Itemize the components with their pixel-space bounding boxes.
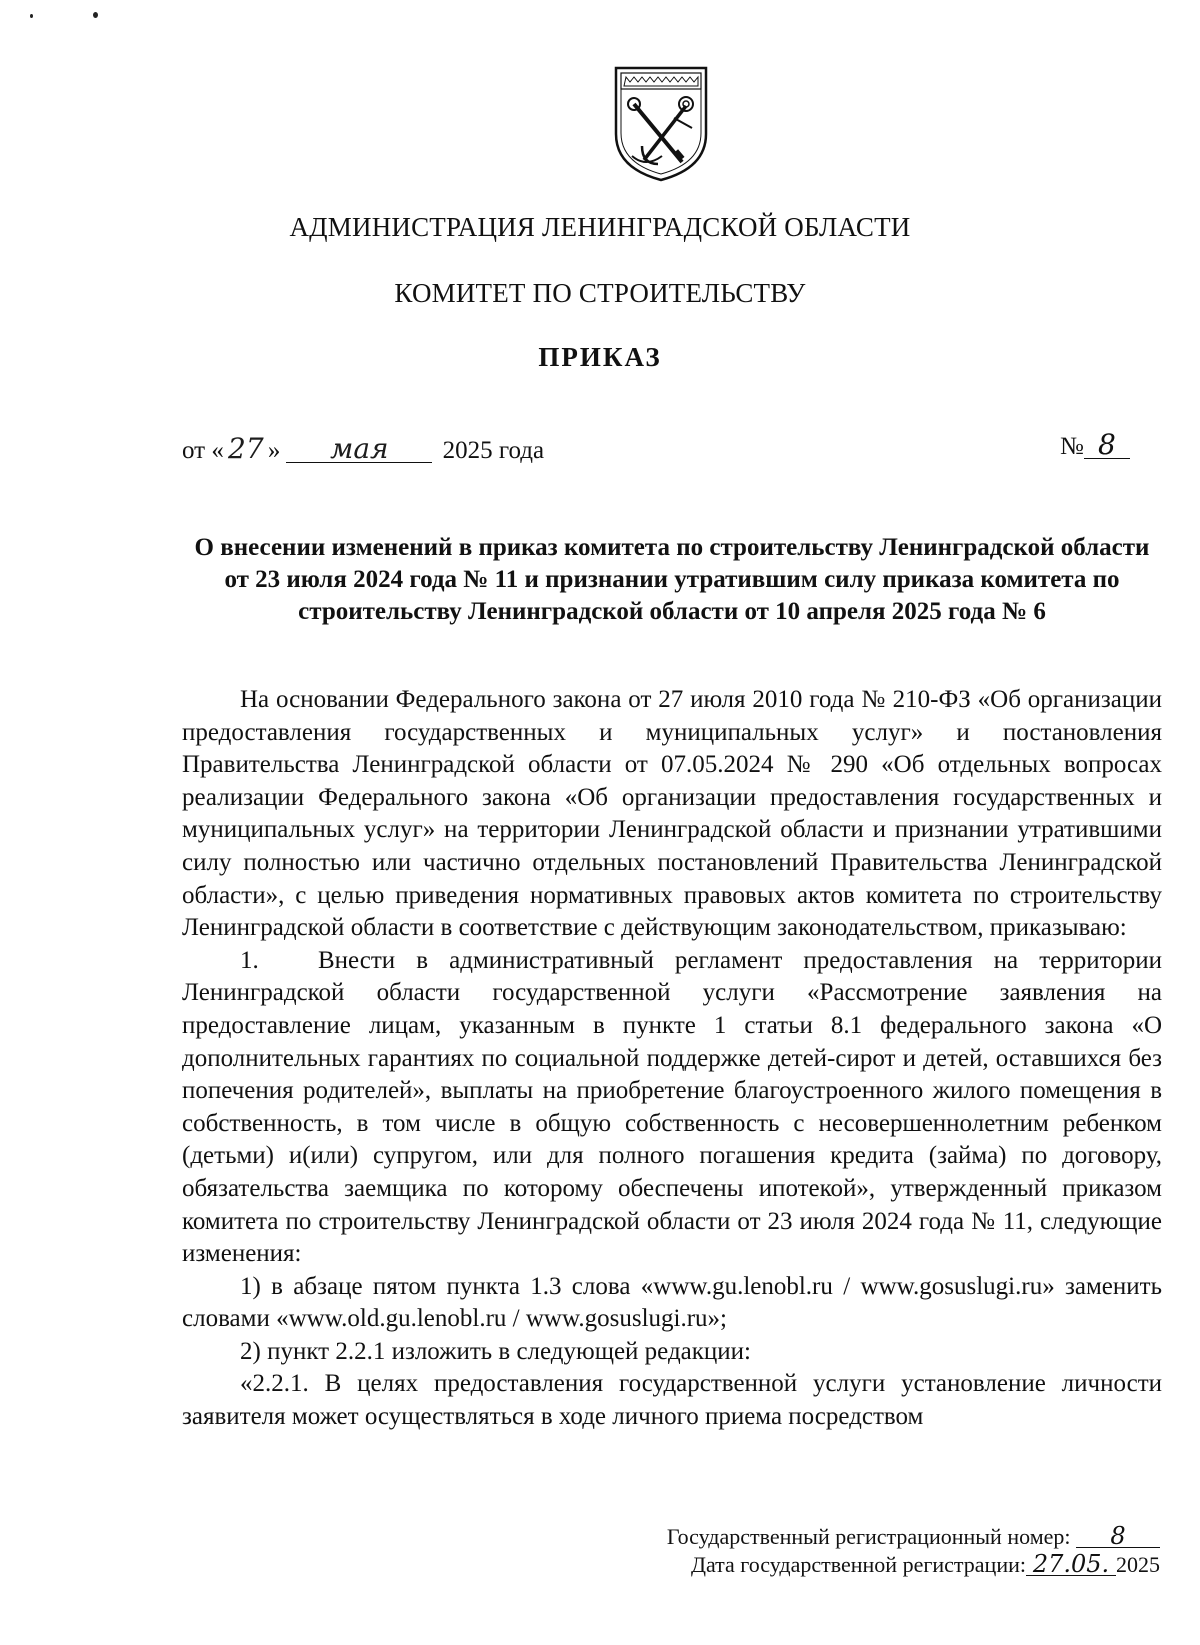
order-body	[182, 684, 1162, 1434]
intro-text: На основании Федерального закона от 27 июля 2010 года № 210-ФЗ «Об организации предоставления государственных и муниципальных услуг» и постановления Правительства Ленинградской области от 07.05.2024 № 290 «Об отдельных вопросах реализации Федерального закона «Об организации предоставления государственных и муниципальных услуг» на территории Ленинградской области и признании утратившими силу полностью или частично отдельных постановлений Правительства Ленинградской области», с целью приведения нормативных правовых актов комитета по строительству Ленинградской области в соответствие с действующим законодательством,	[182, 686, 1162, 942]
registration-date-handwritten: 27.05.	[1026, 1553, 1116, 1576]
registration-date-label: Дата государственной регистрации:	[690, 1552, 1026, 1577]
registration-number-label: Государственный регистрационный номер:	[666, 1524, 1071, 1549]
registration-date-line	[667, 1551, 1160, 1579]
order-subject: О внесении изменений в приказ комитета по строительству Ленинградской области от 23 июля 2024 года № 11 и признании утратившим силу приказа комитета по строительству Ленинградской области от 10 апреля 2025 года № 6	[194, 534, 1150, 625]
date-mid: »	[267, 437, 281, 464]
number-label: №	[1060, 433, 1084, 460]
organization-name: АДМИНИСТРАЦИЯ ЛЕНИНГРАДСКОЙ ОБЛАСТИ	[289, 212, 911, 242]
body-paragraph-sub-2: 2) пункт 2.2.1 изложить в следующей редакции:	[240, 1337, 751, 1365]
registration-block	[667, 1523, 1160, 1579]
leningrad-oblast-coat-of-arms-icon	[612, 64, 710, 184]
registration-date-year: 2025	[1116, 1552, 1160, 1577]
body-paragraph-item-1	[182, 945, 1162, 1271]
order-word: приказываю:	[989, 914, 1127, 942]
body-paragraph-quote: «2.2.1. В целях предоставления государственной услуги установление личности заявителя может осуществляться в ходе личного приема посредством	[182, 1370, 1162, 1431]
date-year: 2025 года	[442, 437, 545, 464]
date-day-handwritten: 27	[228, 432, 264, 465]
order-date	[182, 432, 544, 465]
scan-speck	[93, 12, 98, 18]
item-number: 1.	[240, 946, 259, 974]
registration-number-handwritten: 8	[1076, 1525, 1160, 1548]
body-paragraph-sub-1: 1) в абзаце пятом пункта 1.3 слова «www.gu.lenobl.ru / www.gosuslugi.ru» заменить словами «www.old.gu.lenobl.ru / www.gosuslugi.ru»;	[182, 1272, 1162, 1333]
date-month-handwritten: мая	[286, 436, 432, 463]
body-paragraph	[182, 684, 1162, 945]
document-type: ПРИКАЗ	[538, 342, 662, 372]
number-value-handwritten: 8	[1084, 432, 1130, 459]
registration-number-line	[667, 1523, 1160, 1551]
item-text: Внести в административный регламент предоставления на территории Ленинградской области государственной услуги «Рассмотрение заявления на предоставление лицам, указанным в пункте 1 статьи 8.1 федерального закона «О дополнительных гарантиях по социальной поддержке детей-сирот и детей, оставшихся без попечения родителей», выплаты на приобретение благоустроенного жилого помещения в собственность, в том числе в общую собственность с несовершеннолетним ребенком (детьми) и(или) супругом, или для полного погашения кредита (займа) по договору, обязательства заемщика по которому обеспечены ипотекой», утвержденный приказом комитета по строительству Ленинградской области от 23 июля 2024 года № 11, следующие изменения:	[182, 946, 1162, 1268]
date-prefix: от «	[182, 437, 224, 464]
scan-speck	[30, 14, 33, 18]
order-number	[1060, 428, 1130, 461]
committee-name: КОМИТЕТ ПО СТРОИТЕЛЬСТВУ	[394, 278, 806, 308]
